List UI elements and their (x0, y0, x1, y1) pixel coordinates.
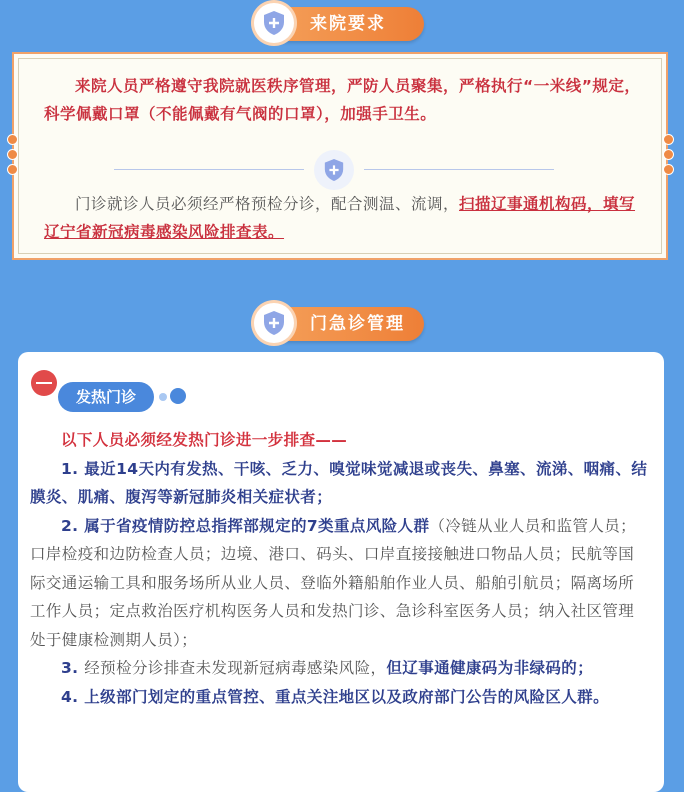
list-item-number: 3. (61, 659, 85, 677)
divider (114, 150, 554, 190)
list-item-bold: 但辽事通健康码为非绿码的； (386, 659, 594, 677)
list-item (30, 512, 650, 655)
section-title-text: 来院要求 (310, 14, 386, 34)
section-title-text: 门急诊管理 (310, 314, 405, 334)
lead-text: 以下人员必须经发热门诊进一步排查—— (61, 431, 348, 449)
fever-clinic-content (30, 426, 650, 711)
decor-dots-right (663, 134, 673, 179)
visit-rules-paragraph: 来院人员严格遵守我院就医秩序管理，严防人员聚集，严格执行“一米线”规定，科学佩戴口罩（不能佩戴有气阀的口罩），加强手卫生。 (44, 77, 641, 123)
list-item (30, 654, 650, 683)
visit-requirements-card (12, 52, 668, 260)
shield-plus-icon (314, 150, 354, 190)
list-item: 1. 最近14天内有发热、干咳、乏力、嗅觉味觉减退或丧失、鼻塞、流涕、咽痛、结膜炎、肌痛、腹泻等新冠肺炎相关症状者； (30, 459, 648, 506)
decor-dots-left (7, 134, 17, 179)
shield-plus-icon (254, 3, 294, 43)
shield-plus-icon (254, 303, 294, 343)
scan-code-link[interactable]: 扫描辽事通机构码，填写辽宁省新冠病毒感染风险排查表。 (44, 195, 636, 241)
triage-text: 门诊就诊人员必须经严格预检分诊，配合测温、流调， (75, 195, 460, 213)
section-title-outpatient-management (262, 307, 424, 341)
minus-icon (31, 370, 57, 396)
decor-dot (170, 388, 186, 404)
list-item: 4. 上级部门划定的重点管控、重点关注地区以及政府部门公告的风险区人群。 (61, 687, 609, 706)
outpatient-card (18, 352, 664, 792)
section-title-visit-requirements (262, 7, 424, 41)
list-item-bold: 2. 属于省疫情防控总指挥部规定的7类重点风险人群 (61, 516, 430, 535)
fever-clinic-badge: 发热门诊 (58, 382, 154, 412)
list-item-detail: （冷链从业人员和监管人员；口岸检疫和边防检查人员；边境、港口、码头、口岸直接接触进口物品人员；民航等国际交通运输工具和服务场所从业人员、登临外籍船舶作业人员、船舶引航员；隔离场所工作人员；定点救治医疗机构医务人员和发热门诊、急诊科室医务人员；纳入社区管理处于健康检测期人员）； (30, 516, 637, 649)
list-item-detail: 经预检分诊排查未发现新冠病毒感染风险， (84, 659, 387, 677)
triage-paragraph (44, 190, 642, 246)
decor-dot (159, 393, 167, 401)
